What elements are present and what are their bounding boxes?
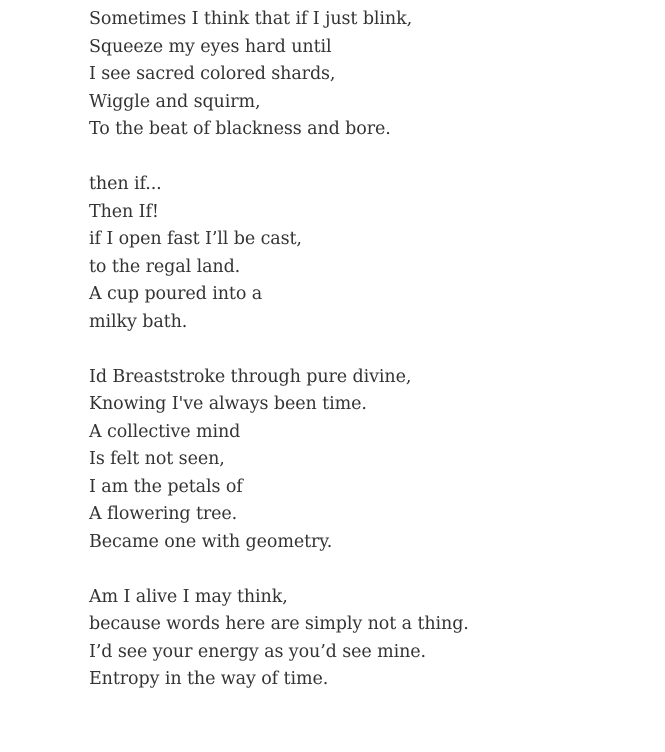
poem-line: milky bath. [89, 311, 188, 332]
stanza-2 [89, 171, 649, 336]
poem-line: Is felt not seen, [89, 449, 225, 469]
poem-line: Am I alive I may think, [89, 586, 288, 607]
poem-line: if I open fast I’ll be cast, [89, 229, 302, 249]
poem-line: I see sacred colored shards, [89, 64, 336, 84]
poem-line: then if... [89, 174, 162, 194]
poem-line: Then If! [89, 201, 159, 222]
poem-line: because words here are simply not a thing. [89, 614, 469, 634]
poem-line: Sometimes I think that if I just blink, [89, 9, 413, 29]
poem-line: Entropy in the way of time. [89, 669, 329, 689]
poem-line: A cup poured into a [89, 284, 263, 304]
poem-line: I’d see your energy as you’d see mine. [89, 641, 426, 662]
poem-line: I am the petals of [89, 476, 243, 497]
poem-line: To the beat of blackness and bore. [89, 119, 391, 139]
stanza-4 [89, 584, 649, 694]
poem-line: Id Breaststroke through pure divine, [89, 366, 412, 387]
poem-line: A collective mind [89, 421, 241, 442]
poem-line: Wiggle and squirm, [89, 91, 261, 112]
poem-line: Squeeze my eyes hard until [89, 36, 332, 57]
poem-line: to the regal land. [89, 256, 241, 277]
poem-line: A flowering tree. [89, 504, 238, 524]
stanza-1 [89, 6, 649, 144]
poem-line: Knowing I've always been time. [89, 394, 367, 414]
stanza-3 [89, 364, 649, 557]
poem-body [89, 6, 649, 721]
poem-line: Became one with geometry. [89, 531, 333, 552]
